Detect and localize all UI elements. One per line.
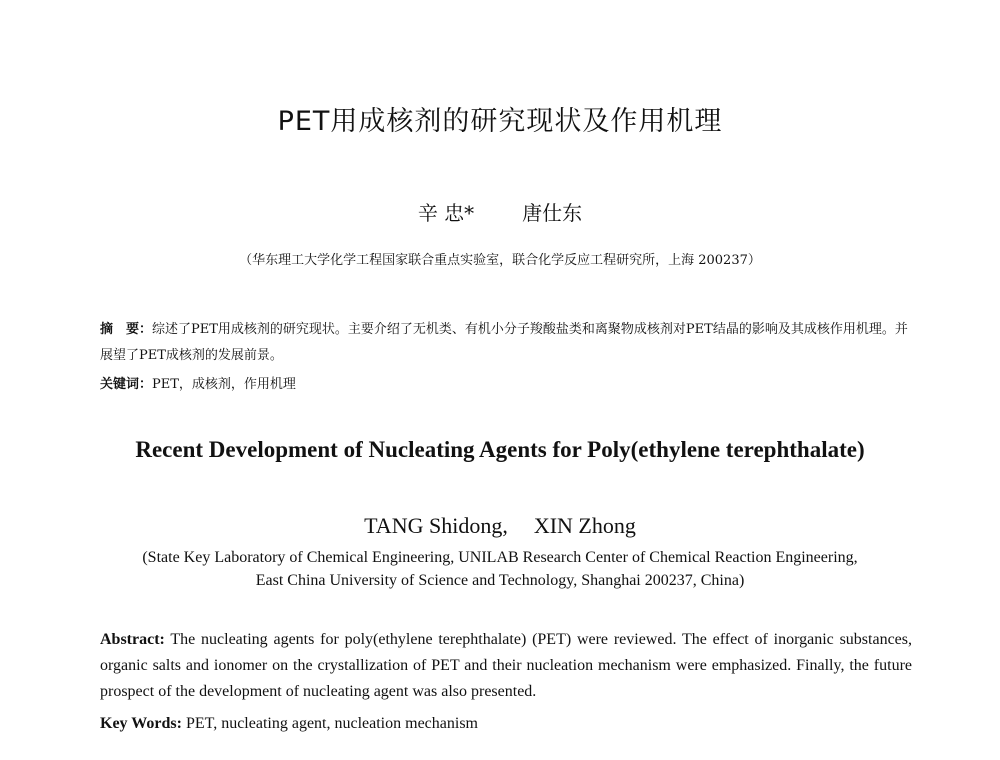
chinese-abstract-label: 摘 要： bbox=[100, 322, 153, 337]
chinese-keywords-label: 关键词： bbox=[100, 377, 153, 392]
chinese-keywords bbox=[100, 373, 296, 392]
chinese-abstract-text: 综述了PET用成核剂的研究现状。主要介绍了无机类、有机小分子羧酸盐类和离聚物成核剂对PET结晶的影响及其成核作用机理。并展望了PET成核剂的发展前景。 bbox=[100, 322, 908, 363]
english-keywords-text: PET, nucleating agent, nucleation mechanism bbox=[185, 715, 478, 732]
english-author-2: XIN Zhong bbox=[533, 513, 636, 538]
chinese-author-1: 辛 忠* bbox=[417, 201, 475, 225]
english-keywords-label: Key Words: bbox=[100, 715, 182, 732]
english-abstract-text: The nucleating agents for poly(ethylene terephthalate) (PET) were reviewed. The effect of inorganic substances, organic salts and ionomer on the crystallization of PET and their nucleation mechanism were emphasized. Finally, the future prospect of the development of nucleating agent was also presented. bbox=[100, 631, 912, 700]
chinese-authors bbox=[0, 197, 1000, 226]
english-authors bbox=[0, 513, 1000, 539]
chinese-affiliation: （华东理工大学化学工程国家联合重点实验室，联合化学反应工程研究所，上海 200237） bbox=[239, 253, 761, 268]
english-affiliation-line-1: (State Key Laboratory of Chemical Engineering, UNILAB Research Center of Chemical Reaction Engineering, bbox=[142, 549, 858, 566]
english-keywords bbox=[100, 715, 478, 733]
english-affiliation bbox=[0, 546, 1000, 592]
english-author-1: TANG Shidong, bbox=[364, 513, 508, 538]
english-abstract-label: Abstract: bbox=[100, 631, 165, 648]
english-affiliation-line-2: East China University of Science and Technology, Shanghai 200237, China) bbox=[255, 572, 745, 589]
english-title: Recent Development of Nucleating Agents for Poly(ethylene terephthalate) bbox=[135, 437, 865, 462]
chinese-title: PET用成核剂的研究现状及作用机理 bbox=[277, 106, 723, 137]
chinese-keywords-text: PET，成核剂，作用机理 bbox=[152, 377, 296, 392]
chinese-author-2: 唐仕东 bbox=[522, 201, 583, 225]
chinese-abstract bbox=[100, 317, 912, 369]
english-abstract bbox=[100, 627, 912, 705]
